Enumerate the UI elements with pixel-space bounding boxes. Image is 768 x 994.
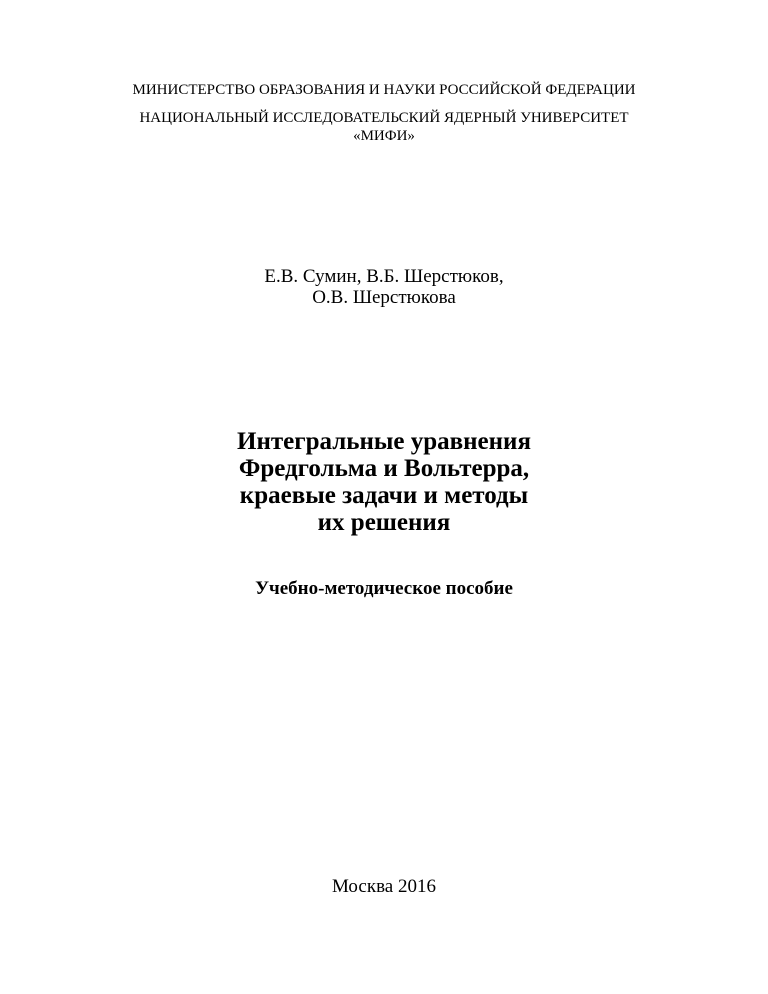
ministry-name: МИНИСТЕРСТВО ОБРАЗОВАНИЯ И НАУКИ РОССИЙСКОЙ ФЕДЕРАЦИИ	[132, 82, 636, 98]
university-name: НАЦИОНАЛЬНЫЙ ИССЛЕДОВАТЕЛЬСКИЙ ЯДЕРНЫЙ УНИВЕРСИТЕТ	[139, 110, 629, 126]
university-short-name: «МИФИ»	[353, 128, 415, 144]
authors-line-2: О.В. Шерстюкова	[312, 287, 456, 308]
book-title-line-4: их решения	[317, 509, 451, 536]
authors-line-1: Е.В. Сумин, В.Б. Шерстюков,	[264, 266, 504, 287]
book-subtitle: Учебно-методическое пособие	[255, 578, 513, 599]
book-title-line-1: Интегральные уравнения	[237, 428, 531, 455]
publication-city-year: Москва 2016	[332, 876, 436, 897]
book-title-line-3: краевые задачи и методы	[239, 482, 529, 509]
book-title-line-2: Фредгольма и Вольтерра,	[238, 455, 530, 482]
